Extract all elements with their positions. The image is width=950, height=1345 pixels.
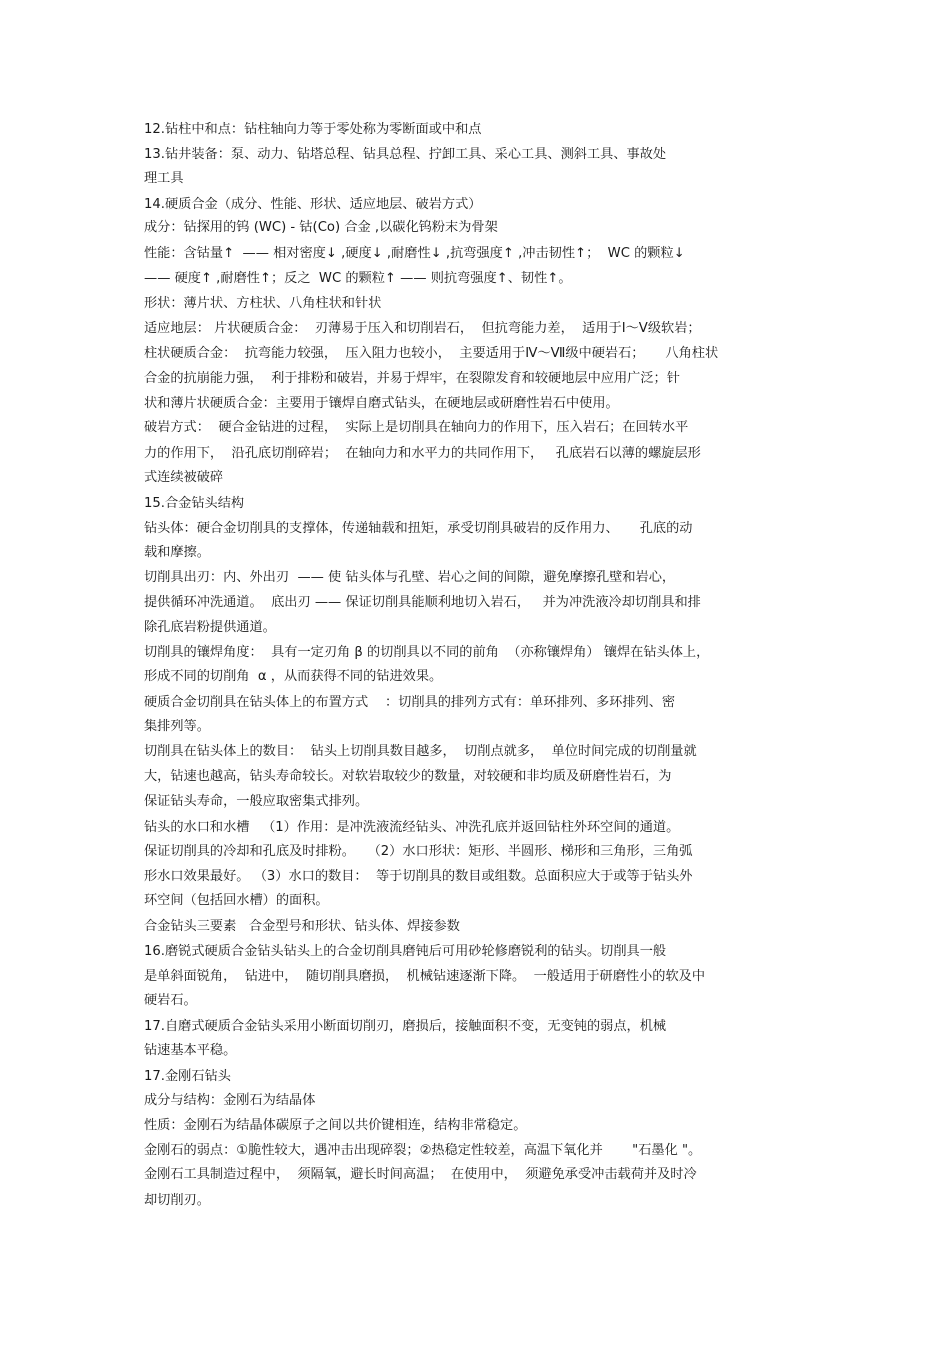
text-line: 性质：金刚石为结晶体碳原子之间以共价键相连，结构非常稳定。 — [144, 1118, 527, 1133]
text-line: 切削具出刃：内、外出刃 —— 使 钻头体与孔壁、岩心之间的间隙，避免摩擦孔壁和岩心， — [144, 570, 676, 585]
text-line: 钻速基本平稳。 — [144, 1043, 237, 1058]
text-line: 金刚石工具制造过程中， 须隔氧，避长时间高温； 在使用中， 须避免承受冲击载荷并及时冷 — [144, 1167, 697, 1182]
section-heading: 15.合金钻头结构 — [144, 496, 245, 511]
text-line: 柱状硬质合金： 抗弯能力较强， 压入阻力也较小， 主要适用于Ⅳ～Ⅶ级中硬岩石； 八角柱状 — [144, 346, 719, 361]
text-line: 17.自磨式硬质合金钻头采用小断面切削刃，磨损后，接触面积不变，无变钝的弱点，机械 — [144, 1019, 667, 1034]
text-line: 性能：含钴量↑ —— 相对密度↓ ,硬度↓ ,耐磨性↓ ,抗弯强度↑ ,冲击韧性↑； WC 的颗粒↓ — [144, 246, 685, 261]
text-line: 钻头的水口和水槽 （1）作用：是冲洗液流经钻头、冲洗孔底并返回钻柱外环空间的通道。 — [144, 820, 680, 835]
text-line: 金刚石的弱点：①脆性较大，遇冲击出现碎裂；②热稳定性较差，高温下氧化并 "石墨化 "。 — [144, 1143, 702, 1158]
text-line: 形水口效果最好。 （3）水口的数目： 等于切削具的数目或组数。总面积应大于或等于钻头外 — [144, 869, 693, 884]
text-line: 力的作用下， 沿孔底切削碎岩； 在轴向力和水平力的共同作用下， 孔底岩石以薄的螺旋层形 — [144, 446, 701, 461]
text-line: 钻头体：硬合金切削具的支撑体，传递轴载和扭矩，承受切削具破岩的反作用力、 孔底的动 — [144, 521, 693, 536]
text-line: 载和摩擦。 — [144, 545, 210, 560]
text-line: —— 硬度↑ ,耐磨性↑；反之 WC 的颗粒↑ —— 则抗弯强度↑、韧性↑。 — [144, 271, 572, 286]
text-line: 形状：薄片状、方柱状、八角柱状和针状 — [144, 296, 382, 311]
text-line: 状和薄片状硬质合金：主要用于镶焊自磨式钻头，在硬地层或研磨性岩石中使用。 — [144, 396, 619, 411]
text-line: 是单斜面锐角， 钻进中， 随切削具磨损， 机械钻速逐渐下降。 一般适用于研磨性小的软及中 — [144, 969, 706, 984]
text-line: 合金的抗崩能力强， 利于排粉和破岩，并易于焊牢，在裂隙发育和较硬地层中应用广泛；针 — [144, 371, 680, 386]
text-line: 形成不同的切削角 α ，从而获得不同的钻进效果。 — [144, 669, 443, 684]
text-line: 保证切削具的冷却和孔底及时排粉。 （2）水口形状：矩形、半圆形、梯形和三角形，三角弧 — [144, 844, 693, 859]
text-line: 集排列等。 — [144, 719, 210, 734]
text-line: 除孔底岩粉提供通道。 — [144, 620, 276, 635]
text-line: 硬岩石。 — [144, 993, 197, 1008]
text-line: 适应地层： 片状硬质合金： 刃薄易于压入和切削岩石， 但抗弯能力差， 适用于Ⅰ～Ⅴ级软岩； — [144, 321, 701, 336]
text-line: 理工具 — [144, 171, 184, 186]
text-line: 破岩方式： 硬合金钻进的过程， 实际上是切削具在轴向力的作用下，压入岩石；在回转水平 — [144, 420, 689, 435]
text-line: 式连续被破碎 — [144, 470, 224, 485]
text-line: 环空间（包括回水槽）的面积。 — [144, 893, 329, 908]
text-line: 12.钻柱中和点：钻柱轴向力等于零处称为零断面或中和点 — [144, 122, 482, 137]
text-line: 13.钻井装备：泵、动力、钻塔总程、钻具总程、拧卸工具、采心工具、测斜工具、事故处 — [144, 147, 667, 162]
text-line: 硬质合金切削具在钻头体上的布置方式 ：切削具的排列方式有：单环排列、多环排列、密 — [144, 695, 676, 710]
text-line: 却切削刃。 — [144, 1193, 210, 1208]
text-line: 16.磨锐式硬质合金钻头钻头上的合金切削具磨钝后可用砂轮修磨锐利的钻头。切削具一般 — [144, 944, 667, 959]
text-line: 成分与结构：金刚石为结晶体 — [144, 1093, 316, 1108]
text-line: 保证钻头寿命，一般应取密集式排列。 — [144, 794, 369, 809]
text-line: 大，钻速也越高，钻头寿命较长。对软岩取较少的数量，对较硬和非均质及研磨性岩石，为 — [144, 769, 672, 784]
text-line: 14.硬质合金（成分、性能、形状、适应地层、破岩方式） — [144, 197, 482, 212]
text-line: 切削具在钻头体上的数目： 钻头上切削具数目越多， 切削点就多， 单位时间完成的切削量就 — [144, 744, 697, 759]
text-line: 提供循环冲洗通道。 底出刃 —— 保证切削具能顺利地切入岩石， 并为冲洗液冷却切削具和排 — [144, 595, 701, 610]
section-heading: 17.金刚石钻头 — [144, 1069, 231, 1084]
text-line: 成分：钻探用的钨 (WC) - 钴(Co) 合金 ,以碳化钨粉末为骨架 — [144, 220, 498, 235]
text-line: 切削具的镶焊角度： 具有一定刃角 β 的切削具以不同的前角 （亦称镶焊角） 镶焊在钻头体上， — [144, 645, 710, 660]
text-line: 合金钻头三要素 合金型号和形状、钻头体、焊接参数 — [144, 919, 460, 934]
